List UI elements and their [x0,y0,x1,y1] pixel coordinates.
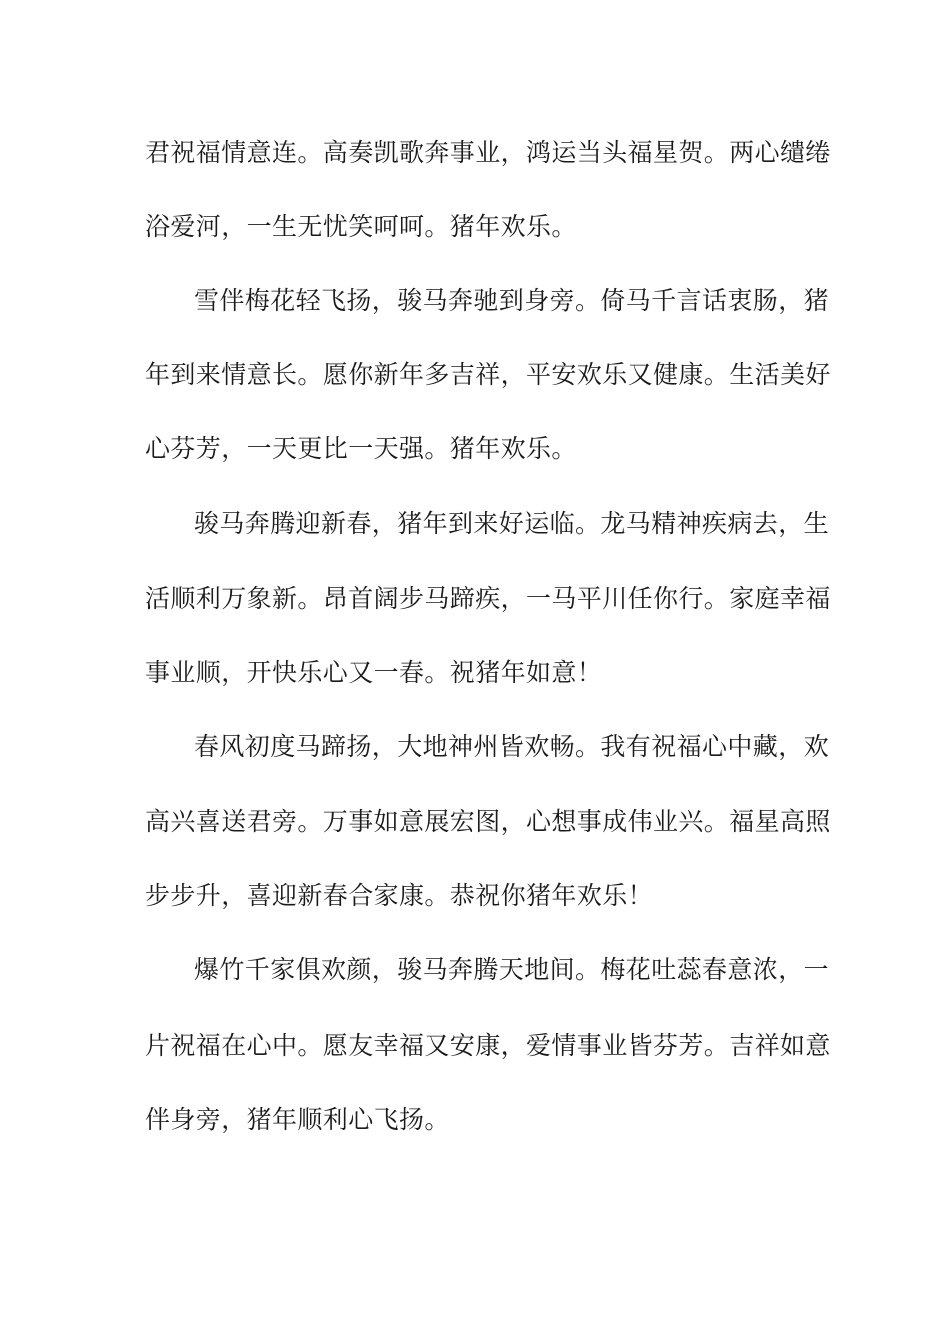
text-line: 君祝福情意连。高奏凯歌奔事业，鸿运当头福星贺。两心缱绻 [145,138,831,167]
paragraph-first-line: 爆竹千家俱欢颜，骏马奔腾天地间。梅花吐蕊春意浓，一 [194,955,830,984]
text-line: 步步升，喜迎新春合家康。恭祝你猪年欢乐！ [145,881,654,910]
text-line: 伴身旁，猪年顺利心飞扬。 [145,1105,450,1134]
paragraph-first-line: 雪伴梅花轻飞扬，骏马奔驰到身旁。倚马千言话衷肠，猪 [194,286,830,315]
text-line: 活顺利万象新。昂首阔步马蹄疾，一马平川任你行。家庭幸福 [145,584,831,613]
text-line: 片祝福在心中。愿友幸福又安康，爱情事业皆芬芳。吉祥如意 [145,1031,831,1060]
text-line: 事业顺，开快乐心又一春。祝猪年如意！ [145,658,603,687]
text-line: 浴爱河，一生无忧笑呵呵。猪年欢乐。 [145,212,577,241]
text-line: 高兴喜送君旁。万事如意展宏图，心想事成伟业兴。福星高照 [145,807,831,836]
text-line: 心芬芳，一天更比一天强。猪年欢乐。 [145,434,577,463]
text-line: 年到来情意长。愿你新年多吉祥，平安欢乐又健康。生活美好 [145,360,831,389]
paragraph-first-line: 春风初度马蹄扬，大地神州皆欢畅。我有祝福心中藏，欢 [194,732,830,761]
paragraph-first-line: 骏马奔腾迎新春，猪年到来好运临。龙马精神疾病去，生 [194,509,830,538]
